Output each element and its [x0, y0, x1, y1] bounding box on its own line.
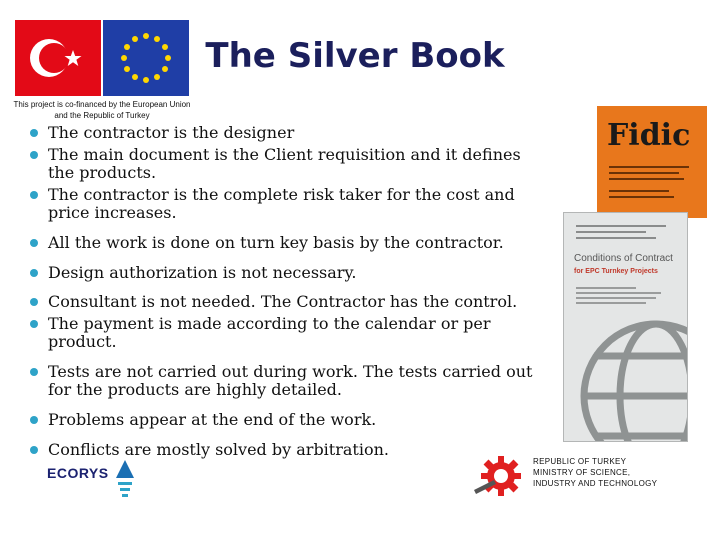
- ministry-gear-icon: [474, 454, 528, 498]
- cofinance-note: This project is co-financed by the European Union and the Republic of Turkey: [13, 100, 191, 120]
- fidic-text-lines: [609, 166, 689, 198]
- ministry-text: [533, 456, 657, 489]
- epc-body-lines: [576, 287, 666, 304]
- ministry-line: REPUBLIC OF TURKEY: [533, 457, 627, 466]
- bullet-item: The main document is the Client requisition and it defines the products.: [30, 146, 540, 182]
- turkey-flag: [15, 20, 101, 96]
- bullet-list: [30, 124, 540, 459]
- fidic-book-cover: [597, 106, 707, 218]
- bullet-item: Design authorization is not necessary.: [30, 264, 540, 282]
- ecorys-logo: ECORYS: [47, 465, 109, 481]
- bullet-item: Problems appear at the end of the work.: [30, 411, 540, 429]
- globe-icon: [564, 311, 687, 441]
- bullet-item: The contractor is the designer: [30, 124, 540, 142]
- bullet-item: The payment is made according to the calendar or per product.: [30, 315, 540, 351]
- crescent-star-icon: [15, 20, 101, 96]
- epc-header-lines: [576, 225, 666, 239]
- bullet-item: Conflicts are mostly solved by arbitration.: [30, 441, 540, 459]
- epc-book-cover: [563, 212, 688, 442]
- eu-flag: [103, 20, 189, 96]
- bullet-item: The contractor is the complete risk taker for the cost and price increases.: [30, 186, 540, 222]
- epc-title-line2: for EPC Turnkey Projects: [574, 268, 658, 275]
- ministry-line: MINISTRY OF SCIENCE,: [533, 468, 631, 477]
- eu-stars-icon: [103, 20, 189, 96]
- ecorys-emblem-icon: [114, 460, 136, 500]
- bullet-item: Tests are not carried out during work. The tests carried out for the products are highly detailed.: [30, 363, 540, 399]
- bullet-item: All the work is done on turn key basis by the contractor.: [30, 234, 540, 252]
- page-title: The Silver Book: [205, 36, 505, 76]
- epc-title-line1: Conditions of Contract: [574, 253, 673, 264]
- ministry-line: INDUSTRY AND TECHNOLOGY: [533, 479, 658, 488]
- bullet-item: Consultant is not needed. The Contractor has the control.: [30, 293, 540, 311]
- fidic-logo: Fidic: [607, 118, 691, 153]
